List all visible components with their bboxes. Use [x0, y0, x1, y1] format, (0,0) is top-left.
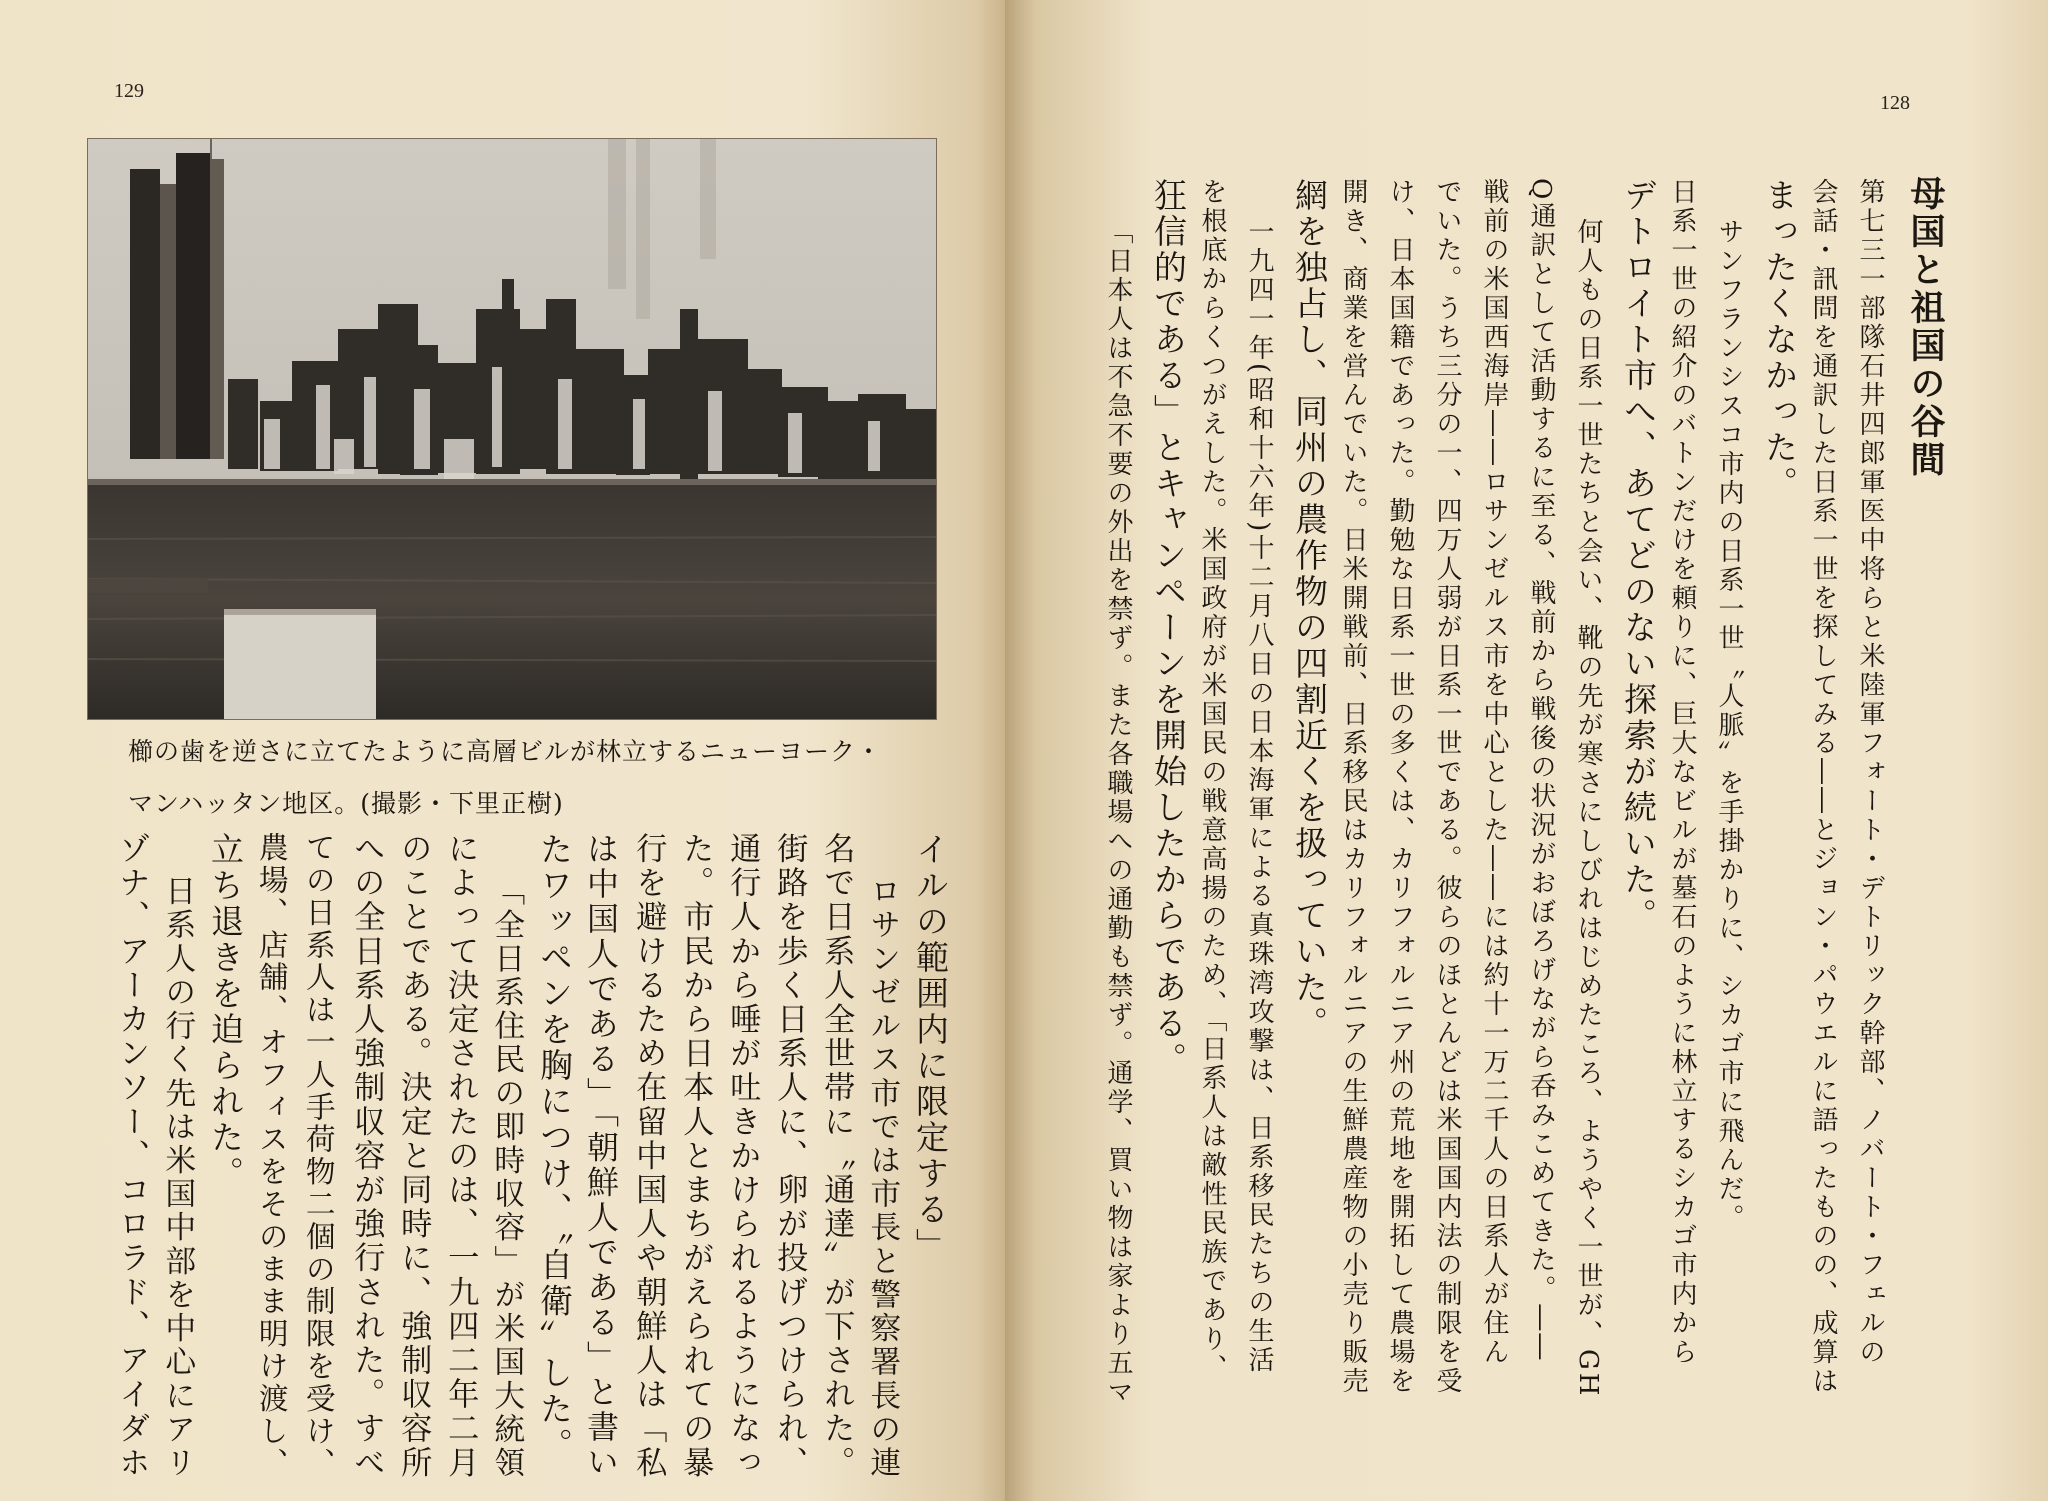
text-column: 一九四一年(昭和十六年)十二月八日の日本海軍による真珠湾攻撃は、日系移民たちの生活	[1244, 218, 1274, 1376]
text-column: ての日系人は一人手荷物二個の制限を受け、	[300, 832, 336, 1480]
text-column: 第七三一部隊石井四郎軍医中将らと米陸軍フォート・デトリック幹部、ノバート・フェルの	[1855, 178, 1885, 1367]
text-column: 会話・訊問を通訳した日系一世を探してみる――とジョン・パウエルに語ったものの、成算は	[1808, 178, 1838, 1396]
page-number-left: 129	[114, 80, 144, 102]
text-column: によって決定されたのは、一九四二年二月	[442, 832, 479, 1480]
text-column: 開き、商業を営んでいた。日米開戦前、日系移民はカリフォルニアの生鮮農産物の小売り販売	[1338, 178, 1368, 1396]
caption-line-2: マンハッタン地区。(撮影・下里正樹)	[128, 789, 564, 818]
text-column: 日系一世の紹介のバトンだけを頼りに、巨大なビルが墓石のように林立するシカゴ市内から	[1667, 178, 1697, 1367]
text-column: 立ち退きを迫られた。	[206, 832, 245, 1192]
text-column: イルの範囲内に限定する」	[911, 832, 950, 1264]
text-column: デトロイト市へ、あてどのない探索が続いた。	[1619, 178, 1658, 934]
text-column: 街路を歩く日系人に、卵が投げつけられ、	[771, 832, 808, 1480]
text-column: 「全日系住民の即時収容」が米国大統領	[488, 875, 525, 1480]
text-column: たワッペンを胸につけ、〝自衛〟した。	[535, 832, 574, 1464]
text-column: 行を避けるため在留中国人や朝鮮人は「私	[630, 832, 667, 1480]
section-title: 母国と祖国の谷間	[1905, 175, 1946, 479]
text-column: 戦前の米国西海岸――ロサンゼルス市を中心とした――には約十一万二千人の日系人が住ん	[1479, 178, 1509, 1367]
text-column: Q通訳として活動するに至る、戦前から戦後の状況がおぼろげながら呑みこめてきた。――	[1526, 178, 1556, 1363]
manhattan-skyline-photo	[87, 138, 937, 720]
page-number-right: 128	[1880, 92, 1910, 114]
text-column: への全日系人強制収容が強行された。すべ	[348, 832, 385, 1480]
text-column: 名で日系人全世帯に〝通達〟が下された。	[818, 832, 855, 1480]
text-column: 何人もの日系一世たちと会い、靴の先が寒さにしびれはじめたころ、ようやく一世が、GH	[1573, 218, 1603, 1399]
text-column: 網を独占し、同州の農作物の四割近くを扱っていた。	[1290, 178, 1329, 1042]
text-column: 「日本人は不急不要の外出を禁ず。また各職場への通勤も禁ず。通学、買い物は家より五マ	[1103, 218, 1133, 1407]
text-column: ロサンゼルス市では市長と警察署長の連	[864, 875, 901, 1480]
text-column: 狂信的である」とキャンペーンを開始したからである。	[1149, 178, 1188, 1078]
text-column: 農場、店舗、オフィスをそのまま明け渡し、	[253, 832, 289, 1480]
text-column: のことである。決定と同時に、強制収容所	[395, 832, 432, 1480]
text-column: 日系人の行く先は米国中部を中心にアリ	[159, 875, 196, 1480]
left-page	[0, 0, 1005, 1501]
text-column: 通行人から唾が吐きかけられるようになっ	[724, 832, 761, 1480]
photo-caption	[128, 726, 948, 830]
text-column: サンフランシスコ市内の日系一世〝人脈〟を手掛かりに、シカゴ市に飛んだ。	[1714, 218, 1744, 1233]
text-column: た。市民から日本人とまちがえられての暴	[677, 832, 714, 1480]
text-column: は中国人である」「朝鮮人である」と書い	[582, 832, 621, 1480]
text-column: ゾナ、アーカンソー、コロラド、アイダホ	[113, 832, 150, 1480]
caption-line-1: 櫛の歯を逆さに立てたように高層ビルが林立するニューヨーク・	[128, 737, 883, 766]
text-column: まったくなかった。	[1760, 178, 1799, 502]
text-column: け、日本国籍であった。勤勉な日系一世の多くは、カリフォルニア州の荒地を開拓して農場を	[1385, 178, 1415, 1396]
text-column: でいた。うち三分の一、四万人弱が日系一世である。彼らのほとんどは米国国内法の制限を受	[1432, 178, 1462, 1396]
text-column: を根底からくつがえした。米国政府が米国民の戦意高揚のため、「日系人は敵性民族であり、	[1197, 178, 1227, 1383]
